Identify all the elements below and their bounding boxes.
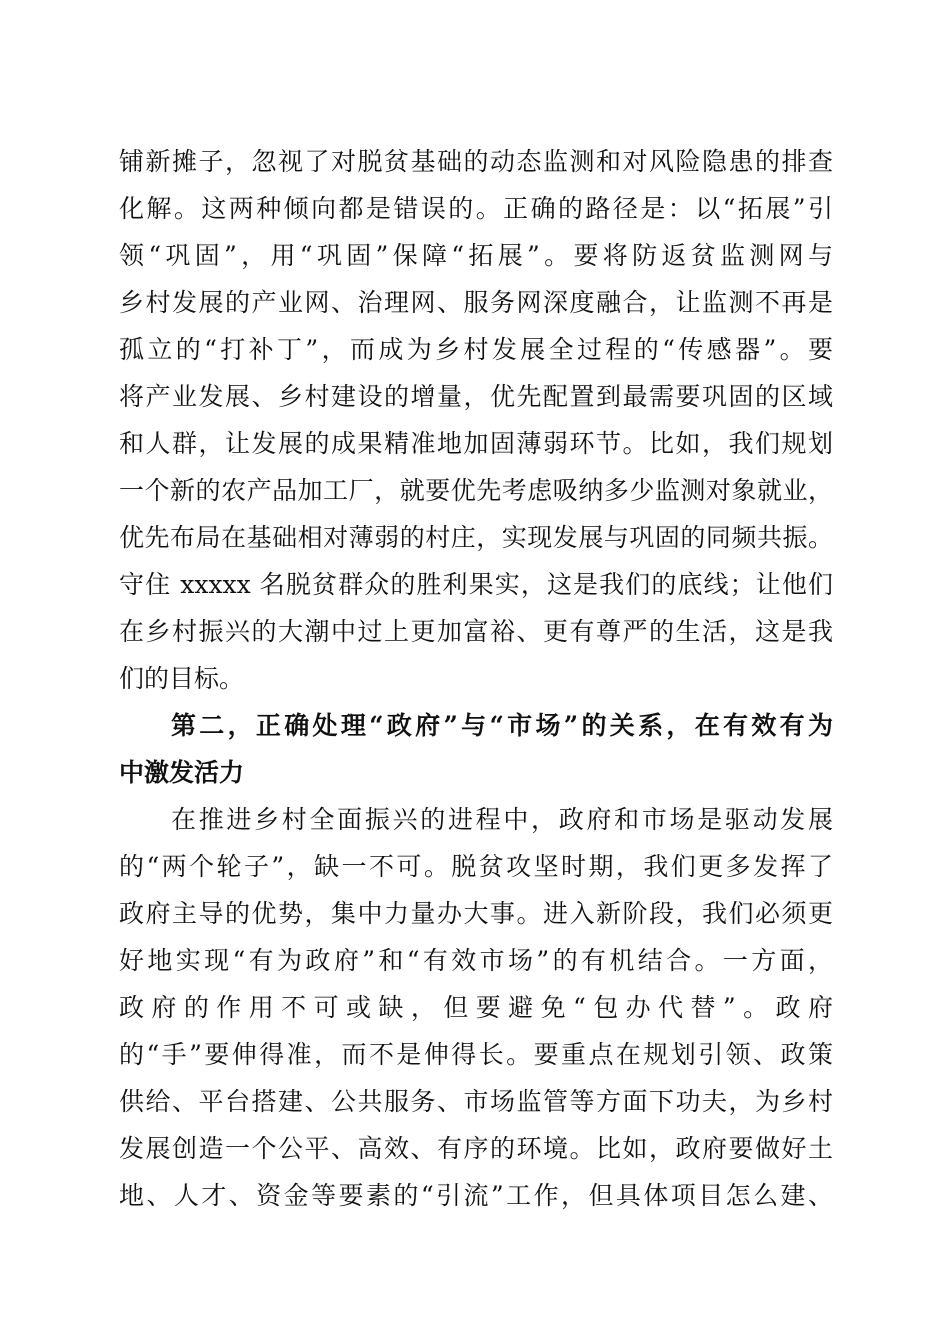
paragraph-line-18: 好地实现“有为政府”和“有效市场”的有机结合。一方面， bbox=[119, 946, 833, 975]
paragraph-line-19: 政府的作用不可或缺，但要避免“包办代替”。政府 bbox=[119, 993, 833, 1022]
paragraph-line-23: 地、人才、资金等要素的“引流”工作，但具体项目怎么建、 bbox=[119, 1181, 833, 1210]
section-heading-line-1: 第二，正确处理“政府”与“市场”的关系，在有效有为 bbox=[171, 711, 833, 740]
paragraph-line-11: 在乡村振兴的大潮中过上更加富裕、更有尊严的生活，这是我 bbox=[119, 617, 833, 646]
paragraph-line-8: 一个新的农产品加工厂，就要优先考虑吸纳多少监测对象就业， bbox=[119, 476, 833, 505]
paragraph-line-17: 政府主导的优势，集中力量办大事。进入新阶段，我们必须更 bbox=[119, 899, 833, 928]
paragraph-line-22: 发展创造一个公平、高效、有序的环境。比如，政府要做好土 bbox=[119, 1134, 833, 1163]
paragraph-line-16: 的“两个轮子”，缺一不可。脱贫攻坚时期，我们更多发挥了 bbox=[119, 852, 833, 881]
paragraph-line-1: 铺新摊子，忽视了对脱贫基础的动态监测和对风险隐患的排查 bbox=[119, 147, 833, 176]
paragraph-line-15: 在推进乡村全面振兴的进程中，政府和市场是驱动发展 bbox=[171, 805, 833, 834]
paragraph-line-3: 领“巩固”，用“巩固”保障“拓展”。要将防返贫监测网与 bbox=[119, 241, 833, 270]
paragraph-line-2: 化解。这两种倾向都是错误的。正确的路径是：以“拓展”引 bbox=[119, 194, 833, 223]
paragraph-line-9: 优先布局在基础相对薄弱的村庄，实现发展与巩固的同频共振。 bbox=[119, 523, 833, 552]
paragraph-line-21: 供给、平台搭建、公共服务、市场监管等方面下功夫，为乡村 bbox=[119, 1087, 833, 1116]
section-heading-line-2: 中激发活力 bbox=[119, 758, 245, 787]
paragraph-line-7: 和人群，让发展的成果精准地加固薄弱环节。比如，我们规划 bbox=[119, 429, 833, 458]
paragraph-line-6: 将产业发展、乡村建设的增量，优先配置到最需要巩固的区域 bbox=[119, 382, 833, 411]
paragraph-line-12: 们的目标。 bbox=[119, 664, 245, 693]
paragraph-line-4: 乡村发展的产业网、治理网、服务网深度融合，让监测不再是 bbox=[119, 288, 833, 317]
paragraph-line-20: 的“手”要伸得准，而不是伸得长。要重点在规划引领、政策 bbox=[119, 1040, 833, 1069]
paragraph-line-10: 守住 xxxxx 名脱贫群众的胜利果实，这是我们的底线；让他们 bbox=[119, 570, 833, 599]
paragraph-line-5: 孤立的“打补丁”，而成为乡村发展全过程的“传感器”。要 bbox=[119, 335, 833, 364]
